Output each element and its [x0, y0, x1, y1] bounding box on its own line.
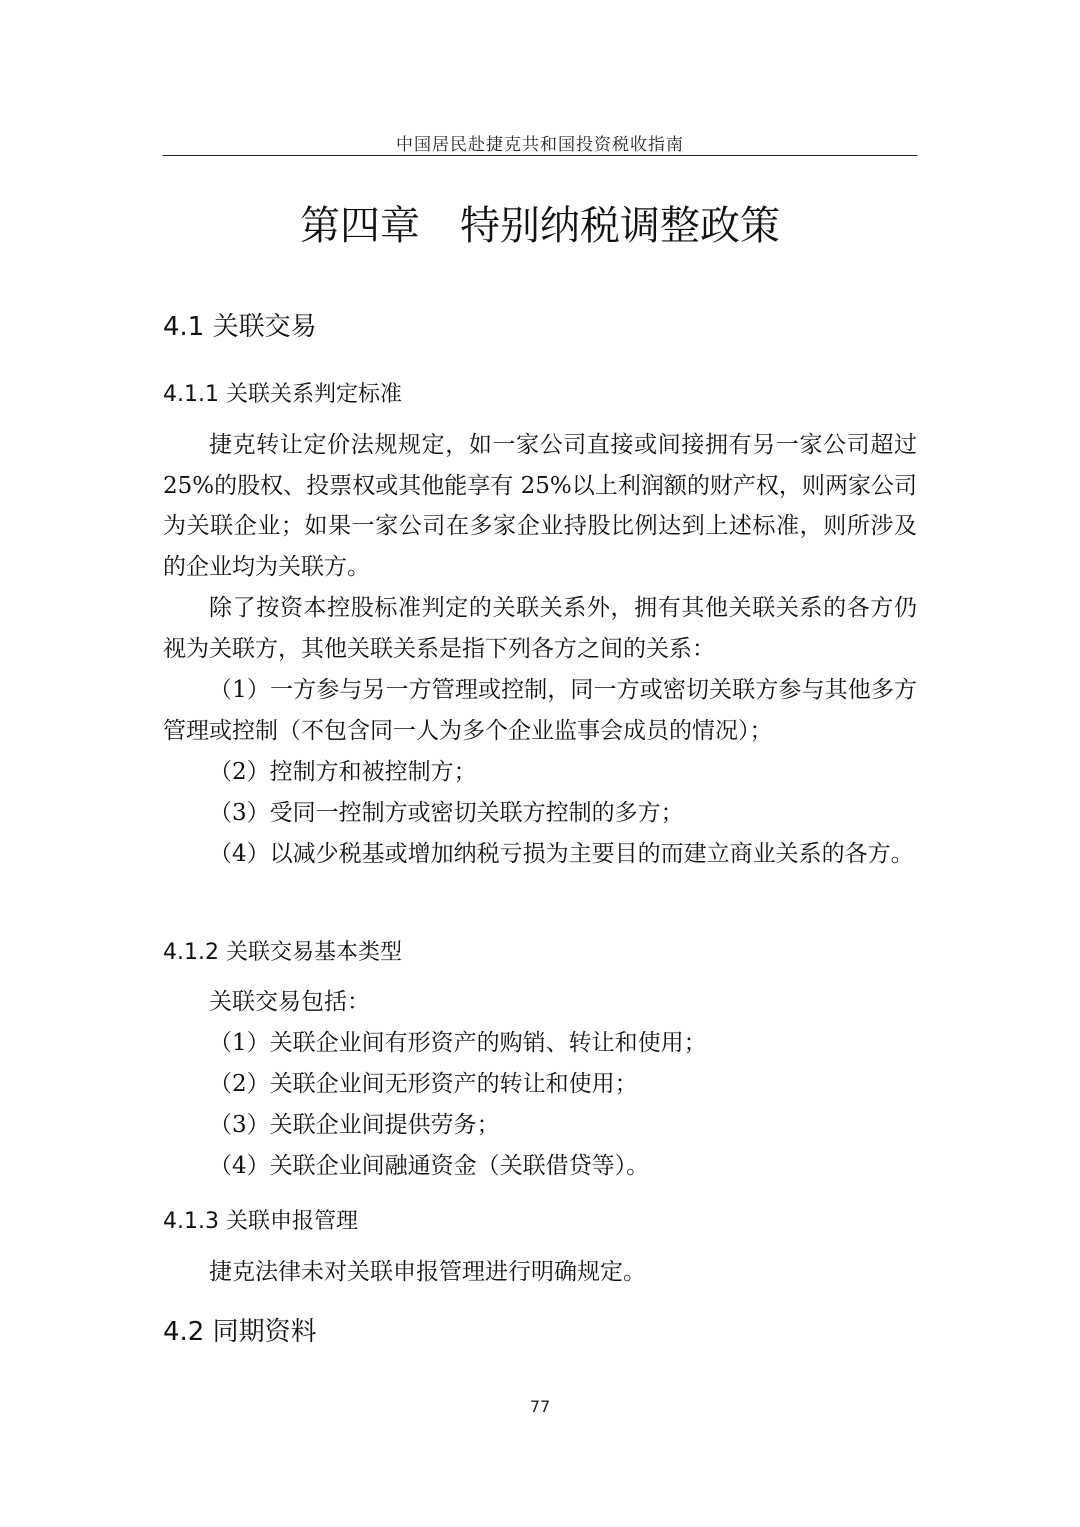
list-item-relation-3: （3）受同一控制方或密切关联方控制的多方； [209, 800, 684, 826]
subsection-heading-4-1-2: 4.1.2 关联交易基本类型 [163, 940, 402, 965]
list-item-relation-4: （4）以减少税基或增加纳税亏损为主要目的而建立商业关系的各方。 [209, 841, 914, 867]
list-item-transaction-3: （3）关联企业间提供劳务； [209, 1112, 500, 1138]
paragraph-transactions-intro: 关联交易包括： [209, 989, 370, 1015]
list-item-relation-2: （2）控制方和被控制方； [209, 759, 477, 785]
list-item-transaction-2: （2）关联企业间无形资产的转让和使用； [209, 1071, 638, 1097]
list-item-transaction-4: （4）关联企业间融通资金（关联借贷等）。 [209, 1153, 650, 1179]
paragraph-related-party-criteria: 捷克转让定价法规规定，如一家公司直接或间接拥有另一家公司超过 25%的股权、投票权或其他能享有 25%以上利润额的财产权，则两家公司为关联企业；如果一家公司在多家企业持股比例达到上述标准，则所涉及的企业均为关联方。 [163, 432, 917, 580]
section-heading-4-1: 4.1 关联交易 [163, 312, 317, 342]
list-item-relation-1: （1）一方参与另一方管理或控制，同一方或密切关联方参与其他多方管理或控制（不包含同一人为多个企业监事会成员的情况）； [163, 677, 917, 744]
paragraph-other-relations: 除了按资本控股标准判定的关联关系外，拥有其他关联关系的各方仍视为关联方，其他关联关系是指下列各方之间的关系： [163, 595, 917, 662]
page-number: 77 [529, 1397, 551, 1416]
section-heading-4-2: 4.2 同期资料 [163, 1317, 317, 1347]
chapter-title: 第四章 特别纳税调整政策 [300, 203, 780, 249]
running-header: 中国居民赴捷克共和国投资税收指南 [396, 135, 684, 155]
subsection-heading-4-1-1: 4.1.1 关联关系判定标准 [163, 382, 402, 407]
paragraph-declaration: 捷克法律未对关联申报管理进行明确规定。 [209, 1259, 646, 1285]
subsection-heading-4-1-3: 4.1.3 关联申报管理 [163, 1209, 358, 1234]
list-item-transaction-1: （1）关联企业间有形资产的购销、转让和使用； [209, 1030, 707, 1056]
header-rule [163, 155, 917, 156]
